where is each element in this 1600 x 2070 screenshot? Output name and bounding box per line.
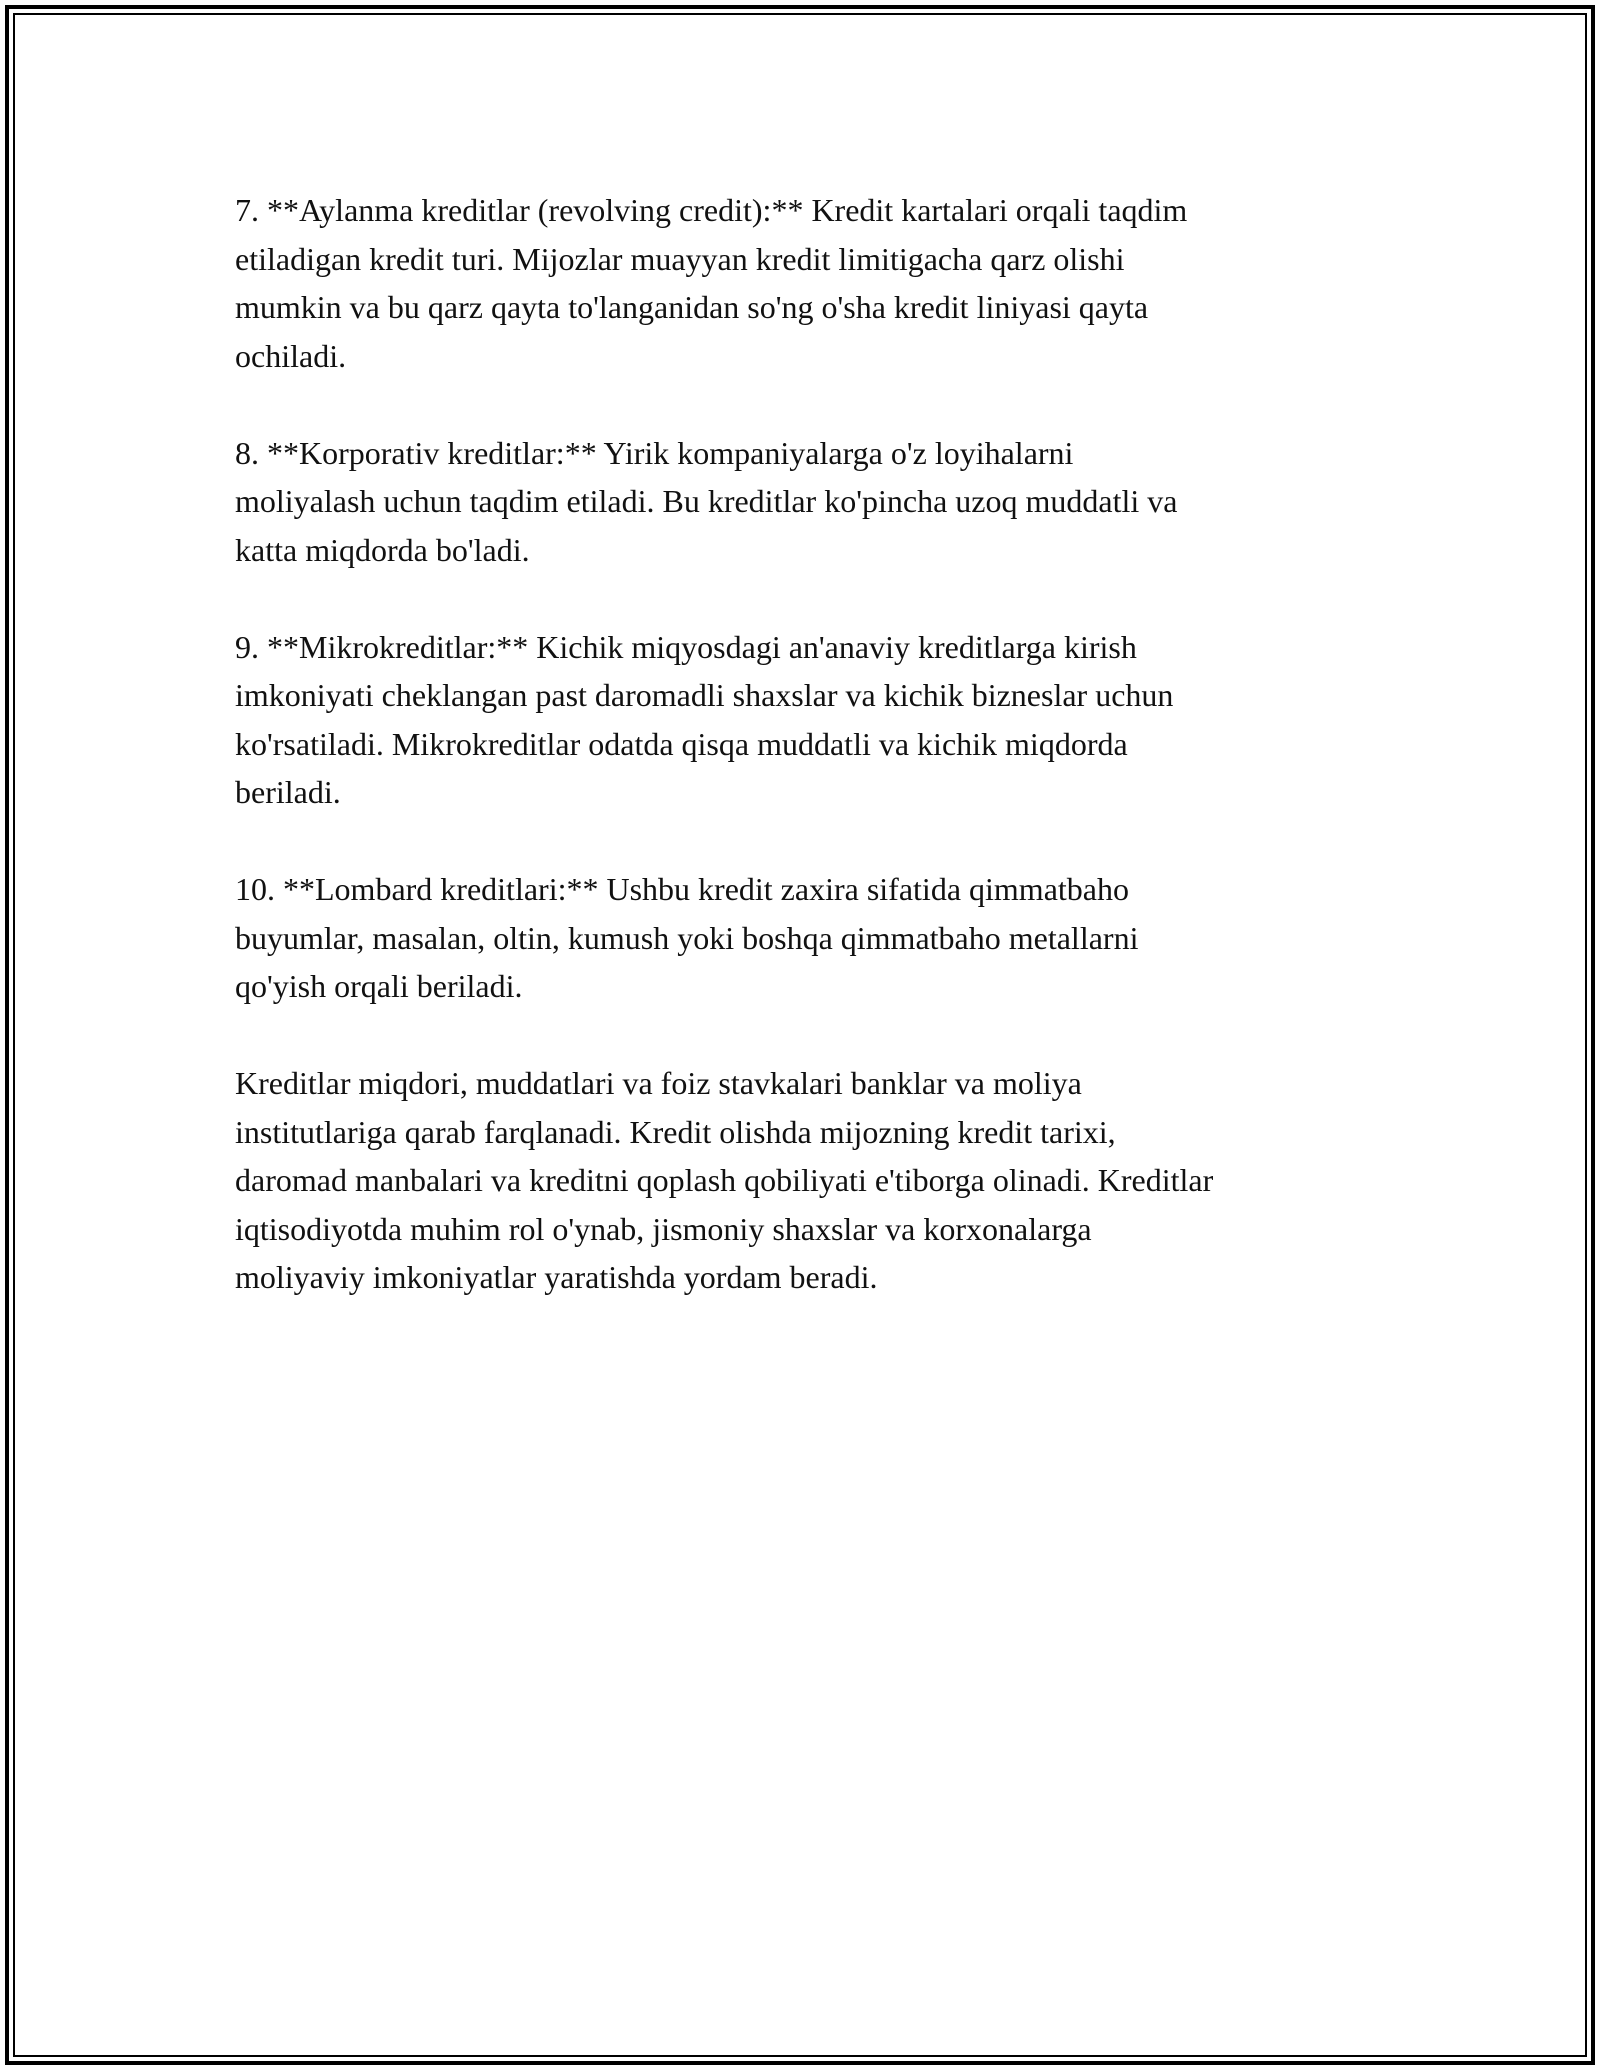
text-line: institutlariga qarab farqlanadi. Kredit olishda mijozning kredit tarixi, — [235, 1113, 1116, 1150]
text-line: mumkin va bu qarz qayta to'langanidan so'ng o'sha kredit liniyasi qayta — [235, 289, 1149, 325]
text-line: iqtisodiyotda muhim rol o'ynab, jismoniy shaxslar va korxonalarga — [235, 1210, 1092, 1247]
text-line: ochiladi. — [235, 337, 347, 374]
text-line: imkoniyati cheklangan past daromadli shaxslar va kichik bizneslar uchun — [235, 677, 1174, 713]
paragraph-corporate-credit — [235, 429, 1365, 575]
paragraph-pawn-credit — [235, 865, 1365, 1011]
text-line: 9. **Mikrokreditlar:** Kichik miqyosdagi an'anaviy kreditlarga kirish — [235, 628, 1137, 665]
text-line: 7. **Aylanma kreditlar (revolving credit):** Kredit kartalari orqali taqdim — [235, 192, 1188, 228]
text-line: beriladi. — [235, 774, 341, 810]
text-line: 8. **Korporativ kreditlar:** Yirik kompaniyalarga o'z loyihalarni — [235, 434, 1074, 471]
document-body — [235, 186, 1365, 1350]
text-line: moliyalash uchun taqdim etiladi. Bu kreditlar ko'pincha uzoq muddatli va — [235, 483, 1178, 519]
text-line: 10. **Lombard kreditlari:** Ushbu kredit zaxira sifatida qimmatbaho — [235, 871, 1129, 907]
text-line: katta miqdorda bo'ladi. — [235, 531, 530, 568]
text-line: buyumlar, masalan, oltin, kumush yoki boshqa qimmatbaho metallarni — [235, 919, 1139, 956]
paragraph-conclusion — [235, 1059, 1365, 1302]
text-line: qo'yish orqali beriladi. — [235, 968, 523, 1004]
text-line: Kreditlar miqdori, muddatlari va foiz stavkalari banklar va moliya — [235, 1065, 1082, 1101]
text-line: ko'rsatiladi. Mikrokreditlar odatda qisqa muddatli va kichik miqdorda — [235, 725, 1128, 762]
text-line: etiladigan kredit turi. Mijozlar muayyan kredit limitigacha qarz olishi — [235, 240, 1125, 277]
paragraph-microcredit — [235, 623, 1365, 817]
paragraph-revolving-credit — [235, 186, 1365, 380]
text-line: moliyaviy imkoniyatlar yaratishda yordam beradi. — [235, 1259, 878, 1295]
text-line: daromad manbalari va kreditni qoplash qobiliyati e'tiborga olinadi. Kreditlar — [235, 1162, 1214, 1198]
